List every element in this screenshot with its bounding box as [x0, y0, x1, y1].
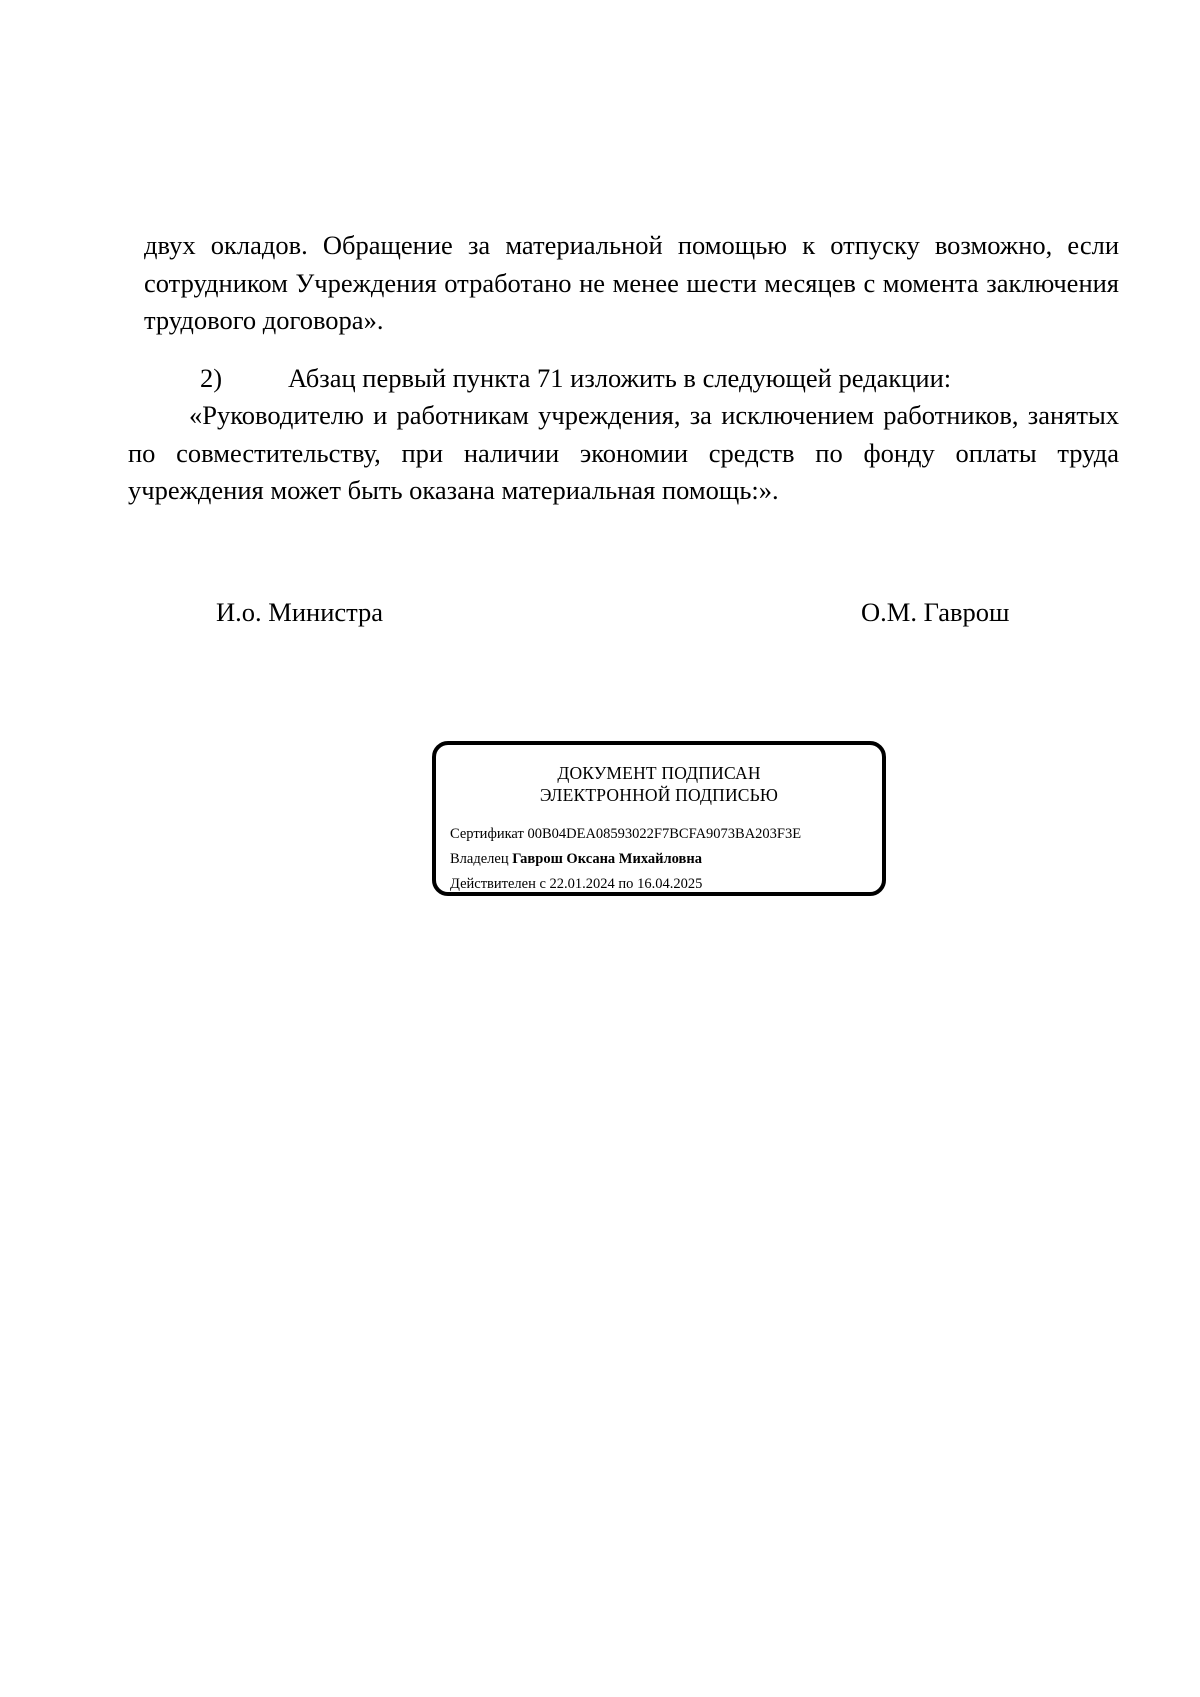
electronic-signature-stamp: [432, 741, 886, 896]
certificate-label: Сертификат: [450, 826, 524, 842]
stamp-details: [450, 822, 801, 897]
amendment-item: [200, 360, 1120, 398]
valid-from: 22.01.2024: [549, 876, 615, 892]
stamp-header: [436, 762, 882, 806]
item-text: Абзац первый пункта 71 изложить в следующей редакции:: [288, 363, 952, 393]
paragraph-quote: «Руководителю и работникам учреждения, за исключением работников, занятых по совместительству, при наличии экономии средств по фонду оплаты труда учреждения может быть оказана материальная помощь:».: [128, 400, 1119, 505]
paragraph-continued: двух окладов. Обращение за материальной помощью к отпуску возможно, если сотрудником Учреждения отработано не менее шести месяцев с момента заключения трудового договора».: [144, 230, 1119, 335]
item-number: 2): [200, 363, 223, 393]
validity-row: [450, 872, 801, 897]
certificate-row: [450, 822, 801, 847]
signatory-position: И.о. Министра: [216, 597, 384, 627]
valid-to: 16.04.2025: [637, 876, 703, 892]
valid-to-label: по: [618, 876, 634, 892]
owner-value: Гаврош Оксана Михайловна: [512, 851, 702, 867]
valid-from-label: с: [539, 876, 546, 892]
stamp-header-line2: ЭЛЕКТРОННОЙ ПОДПИСЬЮ: [539, 785, 779, 805]
valid-label: Действителен: [450, 876, 536, 892]
certificate-value: 00B04DEA08593022F7BCFA9073BA203F3E: [527, 826, 802, 842]
owner-row: [450, 847, 801, 872]
owner-label: Владелец: [450, 851, 509, 867]
signatory-name: О.М. Гаврош: [861, 597, 1010, 627]
stamp-header-line1: ДОКУМЕНТ ПОДПИСАН: [557, 763, 761, 783]
